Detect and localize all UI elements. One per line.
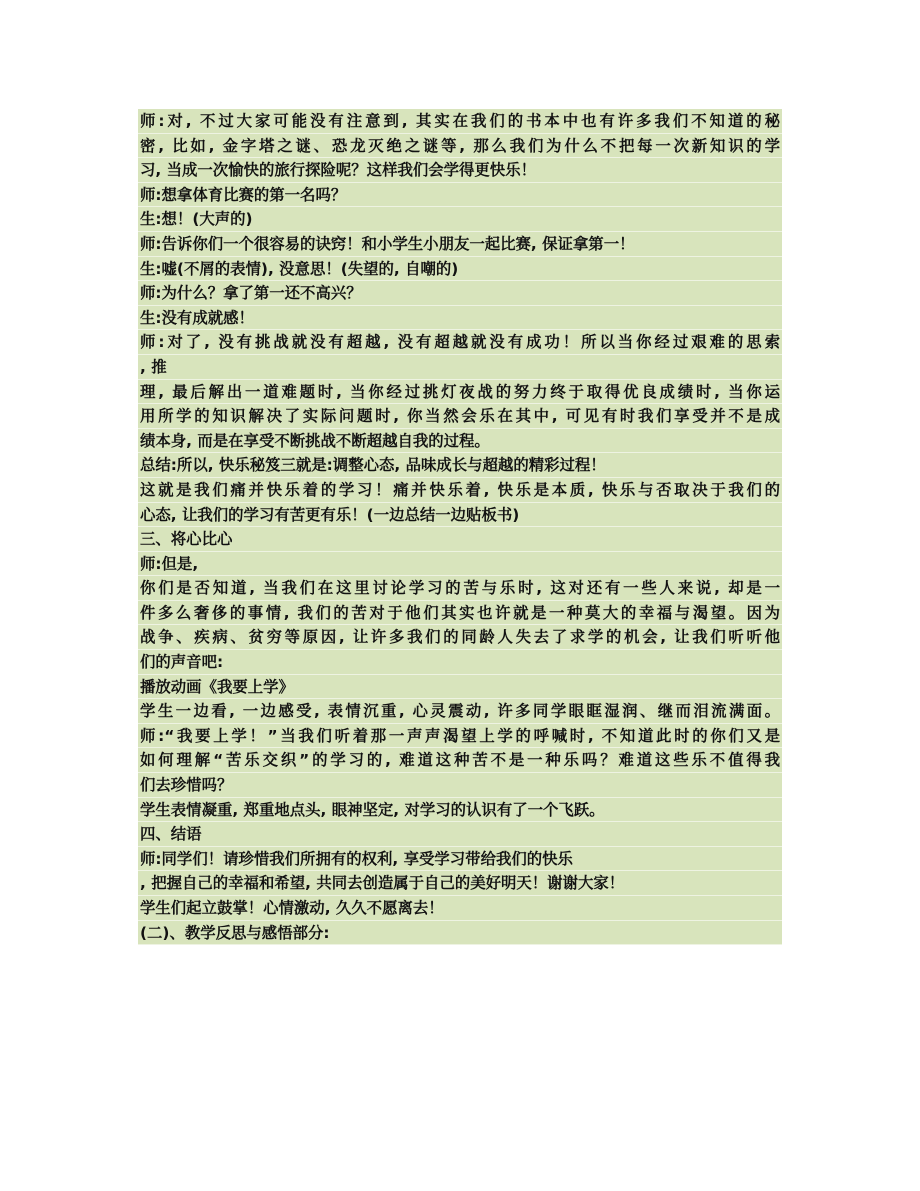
text-line: 四、结语 — [138, 822, 782, 847]
text-line: 生:想！(大声的) — [138, 207, 782, 232]
text-line: 师:但是, — [138, 552, 782, 577]
text-line: 你们是否知道, 当我们在这里讨论学习的苦与乐时, 这对还有一些人来说, 却是一 — [138, 576, 782, 601]
text-line: 学生们起立鼓掌！心情激动, 久久不愿离去！ — [138, 896, 782, 921]
text-line: 师:对, 不过大家可能没有注意到, 其实在我们的书本中也有许多我们不知道的秘 — [138, 109, 782, 134]
text-line: 们的声音吧: — [138, 650, 782, 675]
text-line: 这就是我们痛并快乐着的学习！痛并快乐着, 快乐是本质, 快乐与否取决于我们的 — [138, 478, 782, 503]
text-line: 师:“我要上学！”当我们听着那一声声渴望上学的呼喊时, 不知道此时的你们又是 — [138, 724, 782, 749]
text-line: (二)、教学反思与感悟部分: — [138, 921, 782, 946]
text-line: 习, 当成一次愉快的旅行探险呢？这样我们会学得更快乐！ — [138, 158, 782, 183]
text-line: 用所学的知识解决了实际问题时, 你当然会乐在其中, 可见有时我们享受并不是成 — [138, 404, 782, 429]
text-line: 生:嘘(不屑的表情), 没意思！(失望的, 自嘲的) — [138, 257, 782, 282]
text-line: 心态, 让我们的学习有苦更有乐！(一边总结一边贴板书) — [138, 503, 782, 528]
document-text-block — [138, 109, 782, 945]
text-line: 师:为什么？拿了第一还不高兴？ — [138, 281, 782, 306]
text-line: 师:告诉你们一个很容易的诀窍！和小学生小朋友一起比赛, 保证拿第一！ — [138, 232, 782, 257]
text-line: 理, 最后解出一道难题时, 当你经过挑灯夜战的努力终于取得优良成绩时, 当你运 — [138, 380, 782, 405]
text-line: , 推 — [138, 355, 782, 380]
text-line: 播放动画《我要上学》 — [138, 675, 782, 700]
text-line: 战争、疾病、贫穷等原因, 让许多我们的同龄人失去了求学的机会, 让我们听听他 — [138, 625, 782, 650]
text-line: 师:对了, 没有挑战就没有超越, 没有超越就没有成功！所以当你经过艰难的思索 — [138, 330, 782, 355]
text-line: 师:同学们！请珍惜我们所拥有的权利, 享受学习带给我们的快乐 — [138, 847, 782, 872]
text-line: 三、将心比心 — [138, 527, 782, 552]
text-line: 密, 比如, 金字塔之谜、恐龙灭绝之谜等, 那么我们为什么不把每一次新知识的学 — [138, 134, 782, 159]
text-line: 生:没有成就感！ — [138, 306, 782, 331]
text-line: 件多么奢侈的事情, 我们的苦对于他们其实也许就是一种莫大的幸福与渴望。因为 — [138, 601, 782, 626]
text-line: , 把握自己的幸福和希望, 共同去创造属于自己的美好明天！谢谢大家！ — [138, 871, 782, 896]
text-line: 绩本身, 而是在享受不断挑战不断超越自我的过程。 — [138, 429, 782, 454]
text-line: 们去珍惜吗？ — [138, 773, 782, 798]
text-line: 学生一边看, 一边感受, 表情沉重, 心灵震动, 许多同学眼眶湿润、继而泪流满面。 — [138, 699, 782, 724]
text-line: 学生表情凝重, 郑重地点头, 眼神坚定, 对学习的认识有了一个飞跃。 — [138, 798, 782, 823]
text-line: 总结:所以, 快乐秘笈三就是:调整心态, 品味成长与超越的精彩过程！ — [138, 453, 782, 478]
text-line: 如何理解“苦乐交织”的学习的, 难道这种苦不是一种乐吗？难道这些乐不值得我 — [138, 748, 782, 773]
text-line: 师:想拿体育比赛的第一名吗？ — [138, 183, 782, 208]
